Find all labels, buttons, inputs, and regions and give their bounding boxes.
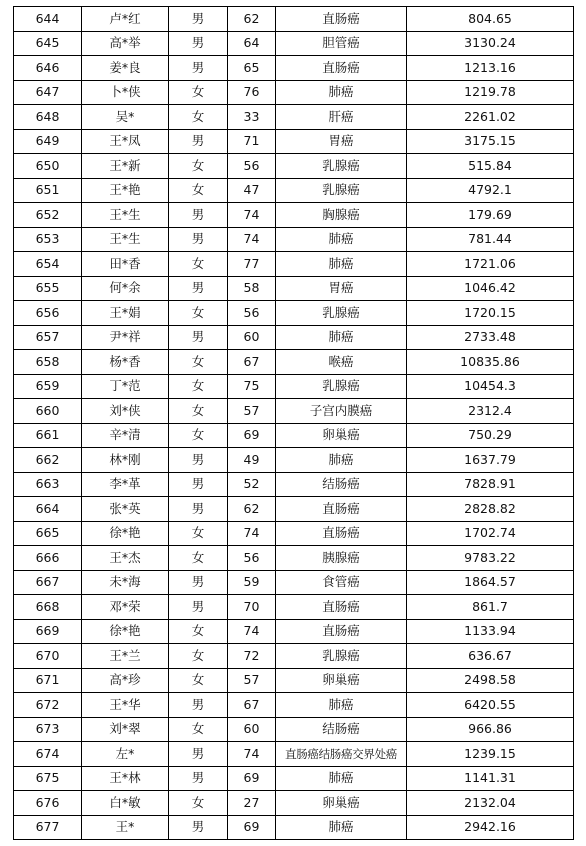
diagnosis-cell: 直肠癌 xyxy=(276,521,407,546)
age-cell: 58 xyxy=(228,276,276,301)
row-number-cell: 674 xyxy=(14,742,82,767)
age-cell: 74 xyxy=(228,742,276,767)
diagnosis-cell: 食管癌 xyxy=(276,570,407,595)
row-number-cell: 677 xyxy=(14,815,82,840)
amount-cell: 2733.48 xyxy=(407,325,574,350)
age-cell: 69 xyxy=(228,815,276,840)
sex-cell: 女 xyxy=(169,546,228,571)
row-number-cell: 667 xyxy=(14,570,82,595)
diagnosis-cell: 乳腺癌 xyxy=(276,178,407,203)
table-row xyxy=(14,497,574,522)
patient-name-cell: 王*兰 xyxy=(82,644,169,669)
amount-cell: 1720.15 xyxy=(407,301,574,326)
amount-cell: 515.84 xyxy=(407,154,574,179)
sex-cell: 女 xyxy=(169,668,228,693)
diagnosis-cell: 胃癌 xyxy=(276,276,407,301)
amount-cell: 7828.91 xyxy=(407,472,574,497)
age-cell: 59 xyxy=(228,570,276,595)
sex-cell: 女 xyxy=(169,252,228,277)
row-number-cell: 658 xyxy=(14,350,82,375)
age-cell: 64 xyxy=(228,31,276,56)
diagnosis-cell: 肺癌 xyxy=(276,448,407,473)
sex-cell: 男 xyxy=(169,325,228,350)
row-number-cell: 653 xyxy=(14,227,82,252)
age-cell: 57 xyxy=(228,399,276,424)
age-cell: 57 xyxy=(228,668,276,693)
age-cell: 67 xyxy=(228,693,276,718)
age-cell: 65 xyxy=(228,56,276,81)
diagnosis-cell: 卵巢癌 xyxy=(276,668,407,693)
row-number-cell: 673 xyxy=(14,717,82,742)
sex-cell: 男 xyxy=(169,742,228,767)
row-number-cell: 651 xyxy=(14,178,82,203)
diagnosis-cell: 胃癌 xyxy=(276,129,407,154)
patient-name-cell: 刘*翠 xyxy=(82,717,169,742)
amount-cell: 1239.15 xyxy=(407,742,574,767)
amount-cell: 1721.06 xyxy=(407,252,574,277)
patient-name-cell: 吴* xyxy=(82,105,169,130)
table-row xyxy=(14,570,574,595)
amount-cell: 1141.31 xyxy=(407,766,574,791)
row-number-cell: 657 xyxy=(14,325,82,350)
row-number-cell: 646 xyxy=(14,56,82,81)
patient-name-cell: 左* xyxy=(82,742,169,767)
age-cell: 69 xyxy=(228,423,276,448)
patient-name-cell: 高*珍 xyxy=(82,668,169,693)
patient-name-cell: 高*举 xyxy=(82,31,169,56)
amount-cell: 1133.94 xyxy=(407,619,574,644)
table-row xyxy=(14,521,574,546)
amount-cell: 2828.82 xyxy=(407,497,574,522)
patient-name-cell: 徐*艳 xyxy=(82,521,169,546)
amount-cell: 10454.3 xyxy=(407,374,574,399)
sex-cell: 女 xyxy=(169,399,228,424)
row-number-cell: 664 xyxy=(14,497,82,522)
diagnosis-cell: 直肠癌 xyxy=(276,7,407,32)
diagnosis-cell: 乳腺癌 xyxy=(276,644,407,669)
table-row xyxy=(14,742,574,767)
patient-name-cell: 林*刚 xyxy=(82,448,169,473)
patient-name-cell: 刘*侠 xyxy=(82,399,169,424)
patient-name-cell: 王*华 xyxy=(82,693,169,718)
table-row xyxy=(14,791,574,816)
amount-cell: 3130.24 xyxy=(407,31,574,56)
table-row xyxy=(14,766,574,791)
sex-cell: 男 xyxy=(169,815,228,840)
age-cell: 74 xyxy=(228,227,276,252)
sex-cell: 女 xyxy=(169,791,228,816)
table-row xyxy=(14,227,574,252)
row-number-cell: 668 xyxy=(14,595,82,620)
table-row xyxy=(14,7,574,32)
amount-cell: 179.69 xyxy=(407,203,574,228)
age-cell: 75 xyxy=(228,374,276,399)
row-number-cell: 645 xyxy=(14,31,82,56)
row-number-cell: 661 xyxy=(14,423,82,448)
amount-cell: 2261.02 xyxy=(407,105,574,130)
age-cell: 69 xyxy=(228,766,276,791)
row-number-cell: 662 xyxy=(14,448,82,473)
row-number-cell: 652 xyxy=(14,203,82,228)
table-row xyxy=(14,423,574,448)
age-cell: 74 xyxy=(228,521,276,546)
row-number-cell: 670 xyxy=(14,644,82,669)
sex-cell: 男 xyxy=(169,7,228,32)
row-number-cell: 665 xyxy=(14,521,82,546)
diagnosis-cell: 肝癌 xyxy=(276,105,407,130)
patient-name-cell: 未*海 xyxy=(82,570,169,595)
amount-cell: 1046.42 xyxy=(407,276,574,301)
table-row xyxy=(14,80,574,105)
amount-cell: 966.86 xyxy=(407,717,574,742)
age-cell: 60 xyxy=(228,325,276,350)
diagnosis-cell: 卵巢癌 xyxy=(276,423,407,448)
patient-name-cell: 李*革 xyxy=(82,472,169,497)
diagnosis-cell: 喉癌 xyxy=(276,350,407,375)
age-cell: 47 xyxy=(228,178,276,203)
patient-name-cell: 邓*荣 xyxy=(82,595,169,620)
table-row xyxy=(14,546,574,571)
row-number-cell: 666 xyxy=(14,546,82,571)
patient-name-cell: 徐*艳 xyxy=(82,619,169,644)
patient-name-cell: 辛*清 xyxy=(82,423,169,448)
diagnosis-cell: 乳腺癌 xyxy=(276,374,407,399)
row-number-cell: 647 xyxy=(14,80,82,105)
diagnosis-cell: 直肠癌结肠癌交界处癌 xyxy=(276,742,407,767)
table-row xyxy=(14,717,574,742)
row-number-cell: 671 xyxy=(14,668,82,693)
diagnosis-cell: 肺癌 xyxy=(276,252,407,277)
amount-cell: 10835.86 xyxy=(407,350,574,375)
amount-cell: 636.67 xyxy=(407,644,574,669)
table-row xyxy=(14,252,574,277)
patient-table xyxy=(13,6,574,840)
table-row xyxy=(14,129,574,154)
sex-cell: 男 xyxy=(169,203,228,228)
amount-cell: 2498.58 xyxy=(407,668,574,693)
patient-name-cell: 何*余 xyxy=(82,276,169,301)
amount-cell: 1637.79 xyxy=(407,448,574,473)
sex-cell: 男 xyxy=(169,766,228,791)
patient-name-cell: 王*娟 xyxy=(82,301,169,326)
sex-cell: 男 xyxy=(169,31,228,56)
row-number-cell: 655 xyxy=(14,276,82,301)
age-cell: 71 xyxy=(228,129,276,154)
row-number-cell: 669 xyxy=(14,619,82,644)
age-cell: 33 xyxy=(228,105,276,130)
sex-cell: 女 xyxy=(169,178,228,203)
diagnosis-cell: 肺癌 xyxy=(276,80,407,105)
age-cell: 56 xyxy=(228,546,276,571)
row-number-cell: 654 xyxy=(14,252,82,277)
age-cell: 74 xyxy=(228,203,276,228)
age-cell: 67 xyxy=(228,350,276,375)
age-cell: 60 xyxy=(228,717,276,742)
amount-cell: 750.29 xyxy=(407,423,574,448)
amount-cell: 6420.55 xyxy=(407,693,574,718)
sex-cell: 男 xyxy=(169,595,228,620)
row-number-cell: 659 xyxy=(14,374,82,399)
amount-cell: 1219.78 xyxy=(407,80,574,105)
patient-name-cell: 丁*范 xyxy=(82,374,169,399)
table-row xyxy=(14,301,574,326)
sex-cell: 男 xyxy=(169,693,228,718)
sex-cell: 男 xyxy=(169,448,228,473)
diagnosis-cell: 结肠癌 xyxy=(276,717,407,742)
diagnosis-cell: 子宫内膜癌 xyxy=(276,399,407,424)
amount-cell: 3175.15 xyxy=(407,129,574,154)
sex-cell: 男 xyxy=(169,570,228,595)
table-row xyxy=(14,350,574,375)
amount-cell: 1864.57 xyxy=(407,570,574,595)
patient-table-container xyxy=(13,6,573,840)
age-cell: 76 xyxy=(228,80,276,105)
table-row xyxy=(14,56,574,81)
patient-name-cell: 王*新 xyxy=(82,154,169,179)
diagnosis-cell: 肺癌 xyxy=(276,766,407,791)
row-number-cell: 644 xyxy=(14,7,82,32)
amount-cell: 1213.16 xyxy=(407,56,574,81)
age-cell: 72 xyxy=(228,644,276,669)
diagnosis-cell: 肺癌 xyxy=(276,815,407,840)
row-number-cell: 650 xyxy=(14,154,82,179)
table-row xyxy=(14,105,574,130)
amount-cell: 781.44 xyxy=(407,227,574,252)
amount-cell: 1702.74 xyxy=(407,521,574,546)
row-number-cell: 649 xyxy=(14,129,82,154)
diagnosis-cell: 结肠癌 xyxy=(276,472,407,497)
sex-cell: 女 xyxy=(169,521,228,546)
patient-name-cell: 田*香 xyxy=(82,252,169,277)
diagnosis-cell: 直肠癌 xyxy=(276,497,407,522)
amount-cell: 2312.4 xyxy=(407,399,574,424)
table-row xyxy=(14,203,574,228)
patient-name-cell: 尹*祥 xyxy=(82,325,169,350)
age-cell: 52 xyxy=(228,472,276,497)
table-row xyxy=(14,178,574,203)
table-row xyxy=(14,815,574,840)
table-row xyxy=(14,31,574,56)
patient-name-cell: 张*英 xyxy=(82,497,169,522)
table-row xyxy=(14,276,574,301)
patient-name-cell: 王*艳 xyxy=(82,178,169,203)
amount-cell: 9783.22 xyxy=(407,546,574,571)
patient-name-cell: 卜*侠 xyxy=(82,80,169,105)
table-row xyxy=(14,693,574,718)
sex-cell: 男 xyxy=(169,276,228,301)
diagnosis-cell: 胰腺癌 xyxy=(276,546,407,571)
row-number-cell: 663 xyxy=(14,472,82,497)
sex-cell: 女 xyxy=(169,301,228,326)
table-row xyxy=(14,399,574,424)
patient-name-cell: 杨*香 xyxy=(82,350,169,375)
table-row xyxy=(14,595,574,620)
amount-cell: 2942.16 xyxy=(407,815,574,840)
patient-name-cell: 王*生 xyxy=(82,203,169,228)
sex-cell: 女 xyxy=(169,350,228,375)
age-cell: 77 xyxy=(228,252,276,277)
row-number-cell: 675 xyxy=(14,766,82,791)
table-row xyxy=(14,374,574,399)
age-cell: 62 xyxy=(228,497,276,522)
sex-cell: 男 xyxy=(169,472,228,497)
table-row xyxy=(14,644,574,669)
patient-name-cell: 白*敏 xyxy=(82,791,169,816)
amount-cell: 4792.1 xyxy=(407,178,574,203)
patient-name-cell: 王*杰 xyxy=(82,546,169,571)
age-cell: 70 xyxy=(228,595,276,620)
sex-cell: 女 xyxy=(169,644,228,669)
diagnosis-cell: 直肠癌 xyxy=(276,595,407,620)
table-row xyxy=(14,325,574,350)
age-cell: 56 xyxy=(228,301,276,326)
sex-cell: 女 xyxy=(169,374,228,399)
age-cell: 74 xyxy=(228,619,276,644)
age-cell: 56 xyxy=(228,154,276,179)
diagnosis-cell: 肺癌 xyxy=(276,227,407,252)
diagnosis-cell: 胸腺癌 xyxy=(276,203,407,228)
diagnosis-cell: 肺癌 xyxy=(276,693,407,718)
table-row xyxy=(14,448,574,473)
row-number-cell: 648 xyxy=(14,105,82,130)
table-row xyxy=(14,668,574,693)
amount-cell: 861.7 xyxy=(407,595,574,620)
row-number-cell: 672 xyxy=(14,693,82,718)
patient-name-cell: 王*林 xyxy=(82,766,169,791)
row-number-cell: 660 xyxy=(14,399,82,424)
age-cell: 62 xyxy=(228,7,276,32)
row-number-cell: 676 xyxy=(14,791,82,816)
table-body xyxy=(14,7,574,840)
diagnosis-cell: 乳腺癌 xyxy=(276,154,407,179)
patient-name-cell: 王*凤 xyxy=(82,129,169,154)
diagnosis-cell: 胆管癌 xyxy=(276,31,407,56)
amount-cell: 804.65 xyxy=(407,7,574,32)
age-cell: 27 xyxy=(228,791,276,816)
sex-cell: 女 xyxy=(169,154,228,179)
diagnosis-cell: 直肠癌 xyxy=(276,56,407,81)
age-cell: 49 xyxy=(228,448,276,473)
sex-cell: 女 xyxy=(169,105,228,130)
row-number-cell: 656 xyxy=(14,301,82,326)
sex-cell: 男 xyxy=(169,129,228,154)
patient-name-cell: 姜*良 xyxy=(82,56,169,81)
table-row xyxy=(14,619,574,644)
diagnosis-cell: 乳腺癌 xyxy=(276,301,407,326)
patient-name-cell: 王* xyxy=(82,815,169,840)
diagnosis-cell: 直肠癌 xyxy=(276,619,407,644)
patient-name-cell: 王*生 xyxy=(82,227,169,252)
diagnosis-cell: 卵巢癌 xyxy=(276,791,407,816)
table-row xyxy=(14,154,574,179)
patient-name-cell: 卢*红 xyxy=(82,7,169,32)
sex-cell: 男 xyxy=(169,497,228,522)
amount-cell: 2132.04 xyxy=(407,791,574,816)
sex-cell: 女 xyxy=(169,717,228,742)
table-row xyxy=(14,472,574,497)
sex-cell: 女 xyxy=(169,80,228,105)
sex-cell: 男 xyxy=(169,56,228,81)
sex-cell: 女 xyxy=(169,423,228,448)
sex-cell: 男 xyxy=(169,227,228,252)
sex-cell: 女 xyxy=(169,619,228,644)
diagnosis-cell: 肺癌 xyxy=(276,325,407,350)
